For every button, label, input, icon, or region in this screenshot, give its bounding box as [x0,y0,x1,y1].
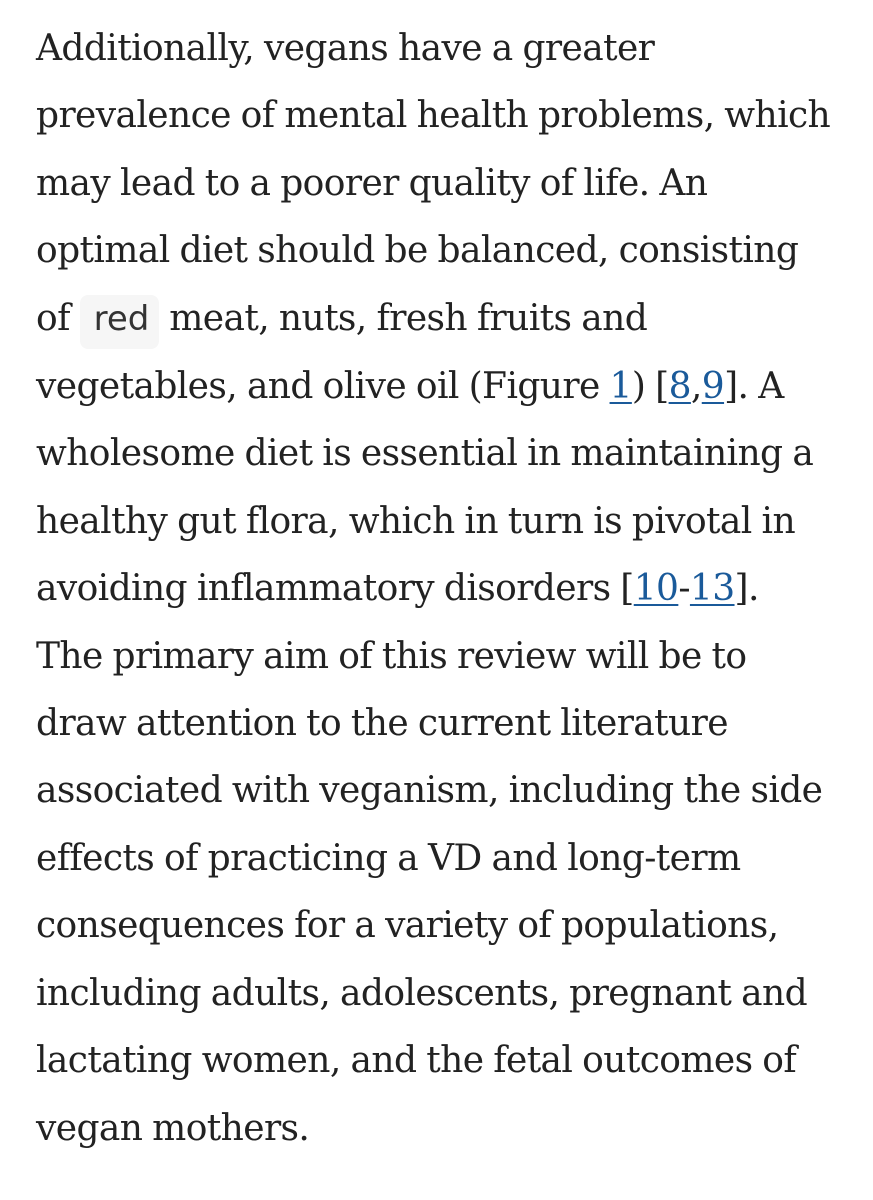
text-line: Additionally, vegans have a greater [36,28,655,69]
text-line: optimal diet should be balanced, consisting [36,230,799,272]
citation-link-9[interactable]: 9 [701,366,725,408]
text-segment: avoiding inflammatory disorders [ [36,568,634,610]
text-segment: meat, nuts, fresh fruits and [169,297,648,339]
text-line: consequences for a variety of populations, [36,905,779,947]
citation-link-8[interactable]: 8 [668,366,691,408]
text-segment: vegetables, and olive oil (Figure [36,366,610,408]
text-line [36,285,866,353]
text-line: prevalence of mental health problems, which [36,95,831,137]
text-line: healthy gut flora, which in turn is pivotal in [36,500,796,542]
text-segment: ]. A [724,366,784,408]
text-segment: ) [ [631,366,669,408]
text-segment: , [690,366,702,408]
citation-link-13[interactable]: 13 [689,568,735,610]
text-line: The primary aim of this review will be to [36,635,747,677]
citation-link-10[interactable]: 10 [633,568,679,610]
text-line: lactating women, and the fetal outcomes of [36,1040,797,1082]
text-segment: of [36,297,70,339]
article-body [36,15,866,1162]
paragraph [36,15,866,1162]
text-segment: - [678,568,690,610]
text-line: may lead to a poorer quality of life. An [36,162,708,204]
text-line [36,555,866,622]
text-segment: ]. [734,568,759,610]
text-line: effects of practicing a VD and long-term [36,837,741,879]
text-line: including adults, adolescents, pregnant and [36,972,808,1014]
inserted-word: red [80,295,160,349]
text-line: wholesome diet is essential in maintaining a [36,433,814,475]
text-line: vegan mothers. [36,1107,310,1149]
text-line [36,353,866,420]
text-line: associated with veganism, including the side [36,770,823,812]
text-line: draw attention to the current literature [36,703,728,745]
figure-link[interactable]: 1 [609,366,632,408]
